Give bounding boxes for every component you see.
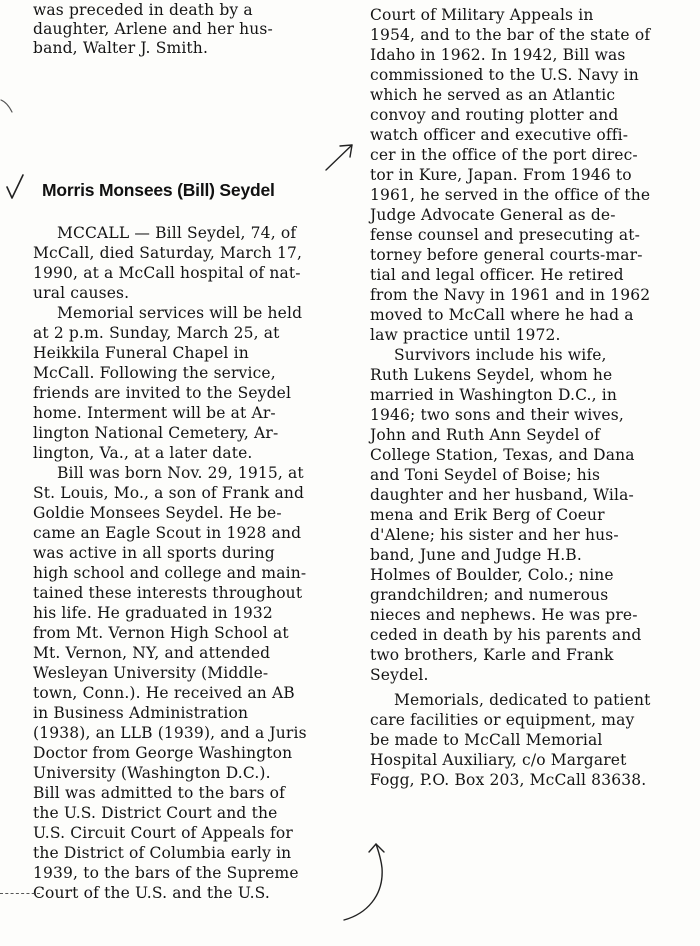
- text-line: friends are invited to the Seydel: [33, 384, 292, 402]
- text-line: Court of Military Appeals in: [370, 6, 594, 24]
- arrow-up-right-icon: [322, 140, 356, 174]
- text-line: Idaho in 1962. In 1942, Bill was: [370, 46, 626, 64]
- text-line: ceded in death by his parents and: [370, 626, 642, 644]
- margin-mark-icon: [0, 98, 16, 116]
- text-line: high school and college and main-: [33, 564, 307, 582]
- text-line: was preceded in death by a: [33, 1, 253, 19]
- text-line: cer in the office of the port direc-: [370, 146, 638, 164]
- text-line: ural causes.: [33, 284, 130, 302]
- check-mark-icon: [4, 173, 26, 201]
- text-line: in Business Administration: [33, 704, 249, 722]
- text-line: 1961, he served in the office of the: [370, 186, 651, 204]
- text-line: band, Walter J. Smith.: [33, 39, 209, 57]
- text-line: Seydel.: [370, 666, 429, 684]
- text-line: nieces and nephews. He was pre-: [370, 606, 638, 624]
- text-line: law practice until 1972.: [370, 326, 561, 344]
- text-line: McCall, died Saturday, March 17,: [33, 244, 303, 262]
- text-line: from the Navy in 1961 and in 1962: [370, 286, 651, 304]
- text-line: MCCALL — Bill Seydel, 74, of: [57, 224, 297, 242]
- text-line: the District of Columbia early in: [33, 844, 292, 862]
- text-line: care facilities or equipment, may: [370, 711, 635, 729]
- text-line: Memorial services will be held: [57, 304, 303, 322]
- text-line: College Station, Texas, and Dana: [370, 446, 635, 464]
- text-line: Bill was admitted to the bars of: [33, 784, 285, 802]
- text-line: watch officer and executive offi-: [370, 126, 629, 144]
- text-line: daughter and her husband, Wila-: [370, 486, 634, 504]
- text-line: torney before general courts-mar-: [370, 246, 643, 264]
- text-line: commissioned to the U.S. Navy in: [370, 66, 639, 84]
- text-line: was active in all sports during: [33, 544, 275, 562]
- text-line: 1954, and to the bar of the state of: [370, 26, 651, 44]
- text-line: McCall. Following the service,: [33, 364, 276, 382]
- text-line: Survivors include his wife,: [394, 346, 607, 364]
- text-line: grandchildren; and numerous: [370, 586, 609, 604]
- text-line: 1946; two sons and their wives,: [370, 406, 624, 424]
- text-line: tor in Kure, Japan. From 1946 to: [370, 166, 632, 184]
- text-line: fense counsel and presecuting at-: [370, 226, 640, 244]
- text-line: convoy and routing plotter and: [370, 106, 619, 124]
- text-line: Ruth Lukens Seydel, whom he: [370, 366, 613, 384]
- text-line: the U.S. District Court and the: [33, 804, 278, 822]
- text-line: Doctor from George Washington: [33, 744, 293, 762]
- obituary-headline: Morris Monsees (Bill) Seydel: [42, 180, 275, 200]
- text-line: two brothers, Karle and Frank: [370, 646, 614, 664]
- text-line: tial and legal officer. He retired: [370, 266, 624, 284]
- text-line: mena and Erik Berg of Coeur: [370, 506, 605, 524]
- text-line: St. Louis, Mo., a son of Frank and: [33, 484, 305, 502]
- text-line: 1939, to the bars of the Supreme: [33, 864, 299, 882]
- text-line: his life. He graduated in 1932: [33, 604, 273, 622]
- text-line: from Mt. Vernon High School at: [33, 624, 289, 642]
- text-line: Hospital Auxiliary, c/o Margaret: [370, 751, 627, 769]
- text-line: tained these interests throughout: [33, 584, 303, 602]
- text-line: John and Ruth Ann Seydel of: [370, 426, 601, 444]
- text-line: lington National Cemetery, Ar-: [33, 424, 279, 442]
- text-line: came an Eagle Scout in 1928 and: [33, 524, 302, 542]
- text-line: and Toni Seydel of Boise; his: [370, 466, 601, 484]
- text-line: moved to McCall where he had a: [370, 306, 634, 324]
- text-line: town, Conn.). He received an AB: [33, 684, 295, 702]
- text-line: be made to McCall Memorial: [370, 731, 603, 749]
- text-line: Holmes of Boulder, Colo.; nine: [370, 566, 614, 584]
- text-line: University (Washington D.C.).: [33, 764, 271, 782]
- text-line: 1990, at a McCall hospital of nat-: [33, 264, 301, 282]
- text-line: d'Alene; his sister and her hus-: [370, 526, 619, 544]
- text-line: Mt. Vernon, NY, and attended: [33, 644, 271, 662]
- text-line: Memorials, dedicated to patient: [394, 691, 651, 709]
- text-line: Court of the U.S. and the U.S.: [33, 884, 270, 902]
- margin-dash: [0, 893, 40, 895]
- text-line: Judge Advocate General as de-: [370, 206, 616, 224]
- text-line: married in Washington D.C., in: [370, 386, 618, 404]
- text-line: daughter, Arlene and her hus-: [33, 20, 273, 38]
- text-line: U.S. Circuit Court of Appeals for: [33, 824, 293, 842]
- text-line: which he served as an Atlantic: [370, 86, 616, 104]
- text-line: home. Interment will be at Ar-: [33, 404, 276, 422]
- text-line: at 2 p.m. Sunday, March 25, at: [33, 324, 280, 342]
- text-line: Heikkila Funeral Chapel in: [33, 344, 249, 362]
- text-line: Fogg, P.O. Box 203, McCall 83638.: [370, 771, 647, 789]
- text-line: lington, Va., at a later date.: [33, 444, 253, 462]
- curved-arrow-icon: [338, 838, 394, 926]
- text-line: band, June and Judge H.B.: [370, 546, 582, 564]
- text-line: Bill was born Nov. 29, 1915, at: [57, 464, 304, 482]
- text-line: (1938), an LLB (1939), and a Juris: [33, 724, 307, 742]
- text-line: Wesleyan University (Middle-: [33, 664, 269, 682]
- text-line: Goldie Monsees Seydel. He be-: [33, 504, 282, 522]
